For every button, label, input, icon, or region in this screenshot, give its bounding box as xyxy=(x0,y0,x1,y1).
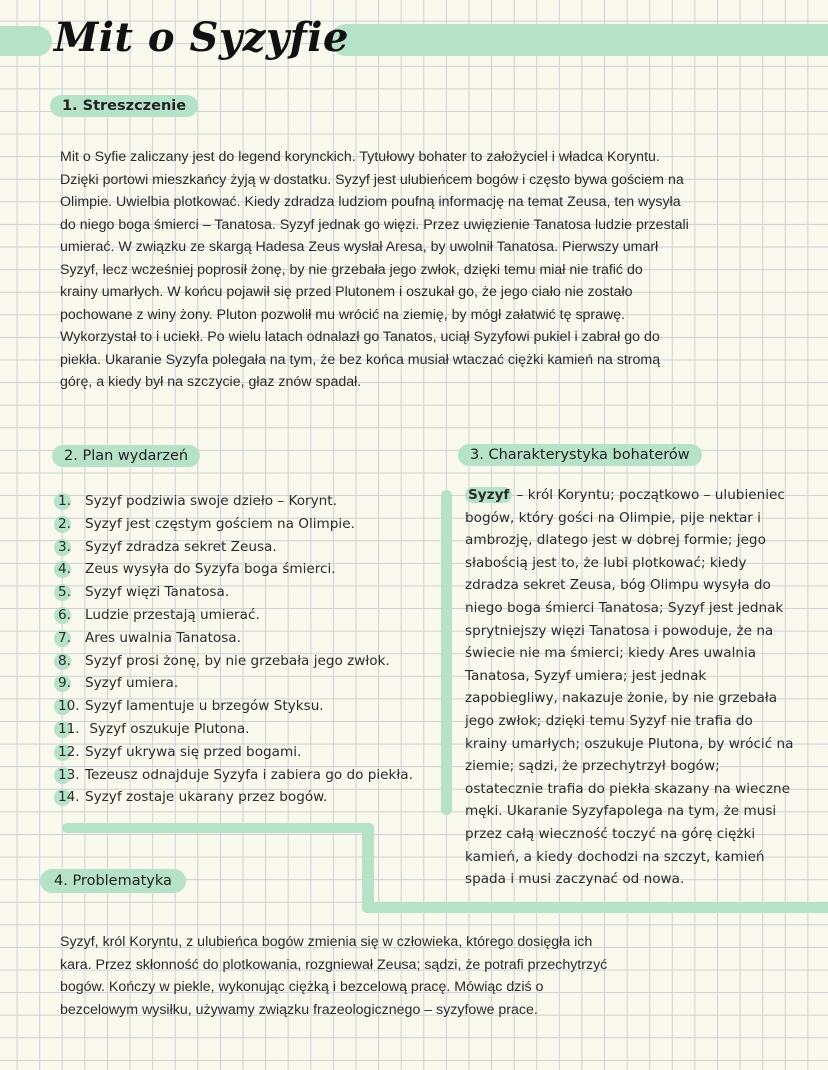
plan-item-text: Syzyf zostaje ukarany przez bogów. xyxy=(85,789,328,806)
plan-item-number: 6. xyxy=(58,606,71,623)
text-line: niego boga śmierci Tanatosa; Syzyf jest jednak xyxy=(465,599,784,616)
text-line: do niego boga śmierci – Tanatosa. Syzyf jednak go więzi. Przez uwięzienie Tanatosa ludzie przestali xyxy=(60,216,689,233)
plan-item-text: Ludzie przestają umierać. xyxy=(85,606,260,623)
text-line: pochowane z winy żony. Pluton pozwolił mu wrócić na ziemię, by mógł załatwić tę sprawę. xyxy=(60,306,626,323)
plan-item-number: 12. xyxy=(58,743,80,760)
connector-line-vertical xyxy=(362,823,374,913)
plan-item-text: Tezeusz odnajduje Syzyfa i zabiera go do piekła. xyxy=(85,766,413,783)
connector-line-top xyxy=(62,823,374,833)
summary-paragraph xyxy=(60,146,800,394)
text-line: męki. Ukaranie Syzyfapolega na tym, że musi xyxy=(465,803,777,820)
text-line: ostatecznie trafia do piekła skazany na wieczne xyxy=(465,780,790,797)
text-line: Syzyf, król Koryntu, z ulubieńca bogów zmienia się w człowieka, którego dosięgła ich xyxy=(60,934,593,950)
text-line: sprytniejszy więzi Tanatosa i powoduje, że na xyxy=(465,622,774,639)
section-label-characters: 3. Charakterystyka bohaterów xyxy=(458,444,702,466)
plan-item xyxy=(58,536,448,559)
plan-item-text: Syzyf więzi Tanatosa. xyxy=(85,584,230,601)
plan-list xyxy=(58,490,448,809)
character-name: Syzyf xyxy=(465,487,512,503)
text-line: Dzięki portowi mieszkańcy żyją w dostatku. Syzyf jest ulubieńcem bogów i często bywa gościem na xyxy=(60,171,684,188)
plan-item-number: 11. xyxy=(58,720,80,737)
text-line: spada i musi zaczynać od nowa. xyxy=(465,871,685,888)
plan-item xyxy=(58,672,448,695)
plan-item-number: 13. xyxy=(58,766,80,783)
text-line: Wykorzystał to i uciekł. Po wielu latach odnalazł go Tanatos, uciął Syzyfowi pukiel i zabrał go do xyxy=(60,329,660,345)
plan-item-text: Ares uwalnia Tanatosa. xyxy=(85,629,241,646)
plan-item-number: 5. xyxy=(58,584,71,601)
plan-item-text: Syzyf jest częstym gościem na Olimpie. xyxy=(85,515,355,532)
plan-item xyxy=(58,627,448,650)
text-line: zapobiegliwy, nakazuje żonie, by nie grzebała xyxy=(465,690,778,707)
title-bar-left xyxy=(0,26,52,56)
text-line: zdradza sekret Zeusa, bóg Olimpu wysyła do xyxy=(465,577,771,594)
section-label-plan: 2. Plan wydarzeń xyxy=(52,445,200,467)
text-line: górę, a kiedy był na szczycie, głaz znów spadał. xyxy=(60,374,362,390)
plan-item-number: 8. xyxy=(58,652,71,669)
text-line: Olimpie. Uwielbia plotkować. Kiedy zdradza ludziom poufną informację na temat Zeusa, ten wysyła xyxy=(60,194,681,210)
character-first-line: – król Koryntu; początkowo – ulubieniec xyxy=(512,487,785,503)
plan-item-text: Syzyf ukrywa się przed bogami. xyxy=(85,743,302,760)
text-line: słabością jest to, że lubi plotkować; kiedy xyxy=(465,554,747,571)
text-line: krainy umarłych. W końcu pojawił się przed Plutonem i oszukał go, że jego ciało nie zostało xyxy=(60,284,633,300)
plan-item-number: 3. xyxy=(58,538,71,555)
plan-item xyxy=(58,786,448,809)
plan-item-number: 7. xyxy=(58,629,71,646)
section-label-summary: 1. Streszczenie xyxy=(50,95,198,117)
text-line: bogów, który gości na Olimpie, pije nektar i xyxy=(465,509,761,526)
plan-item xyxy=(58,764,448,787)
text-line: krainy umarłych; oszukuje Plutona, by wrócić na xyxy=(465,735,794,752)
text-line: ambrozję, dlatego jest w dobrej formie; jego xyxy=(465,532,766,549)
plan-item-text: Syzyf prosi żonę, by nie grzebała jego zwłok. xyxy=(85,652,390,669)
text-line: Mit o Syfie zaliczany jest do legend korynckich. Tytułowy bohater to założyciel i władca Koryntu. xyxy=(60,149,660,165)
text-line: Syzyf, lecz wcześniej poprosił żonę, by nie grzebała jego zwłok, dzięki temu miał nie trafić do xyxy=(60,261,643,278)
plan-item-number: 14. xyxy=(58,789,80,806)
text-line: piekła. Ukaranie Syzyfa polegała na tym, że bez końca musiał wtaczać ciężki kamień na stromą xyxy=(60,351,661,368)
text-line: umierać. W związku ze skargą Hadesa Zeus wysłał Aresa, by uwolnił Tanatosa. Pierwszy umarł xyxy=(60,239,659,255)
plan-item xyxy=(58,650,448,673)
text-line: kara. Przez skłonność do plotkowania, rozgniewał Zeusa; sądzi, że potrafi przechytrzyć xyxy=(60,956,608,973)
text-line: kamień, a kiedy dochodzi na szczyt, kamień xyxy=(465,848,765,865)
text-line: jego zwłok; dzięki temu Syzyf nie trafia do xyxy=(465,712,753,729)
text-line: Tanatosa, Syzyf umiera; jest jednak xyxy=(465,667,707,684)
plan-item-text: Syzyf podziwia swoje dzieło – Korynt. xyxy=(85,493,337,509)
plan-item-number: 2. xyxy=(58,515,71,532)
plan-item-text: Syzyf lamentuje u brzegów Styksu. xyxy=(85,698,324,715)
page-title: Mit o Syzyfie xyxy=(54,14,349,61)
section-label-problems: 4. Problematyka xyxy=(40,869,186,893)
plan-item-text: Syzyf umiera. xyxy=(85,675,179,692)
plan-item-number: 10. xyxy=(58,698,80,715)
text-line: bogów. Kończy w piekle, wykonując ciężką i bezcelową pracę. Mówiąc dziś o xyxy=(60,979,544,995)
plan-item xyxy=(58,718,448,741)
problems-paragraph xyxy=(60,931,760,1021)
characters-paragraph xyxy=(465,484,825,891)
text-line: ziemie; sądzi, że przechytrzył bogów; xyxy=(465,758,720,775)
plan-item-number: 1. xyxy=(58,493,71,509)
plan-item-text: Syzyf zdradza sekret Zeusa. xyxy=(85,538,277,555)
plan-item-number: 4. xyxy=(58,561,71,578)
plan-item xyxy=(58,558,448,581)
plan-item xyxy=(58,695,448,718)
text-line: świecie nie ma śmierci; kiedy Ares uwalnia xyxy=(465,645,757,662)
text-line: bezcelowym wysiłku, używamy związku frazeologicznego – syzyfowe prace. xyxy=(60,1001,538,1018)
plan-item xyxy=(58,604,448,627)
text-line: przez całą wieczność toczyć na górę ciężki xyxy=(465,825,756,842)
plan-item xyxy=(58,581,448,604)
plan-item-number: 9. xyxy=(58,675,71,692)
title-bar-right xyxy=(330,24,828,56)
plan-item xyxy=(58,490,448,513)
plan-item-text: Syzyf oszukuje Plutona. xyxy=(85,720,250,737)
plan-item xyxy=(58,513,448,536)
plan-item-text: Zeus wysyła do Syzyfa boga śmierci. xyxy=(85,561,336,578)
connector-line-bottom xyxy=(362,902,828,913)
plan-item xyxy=(58,741,448,764)
